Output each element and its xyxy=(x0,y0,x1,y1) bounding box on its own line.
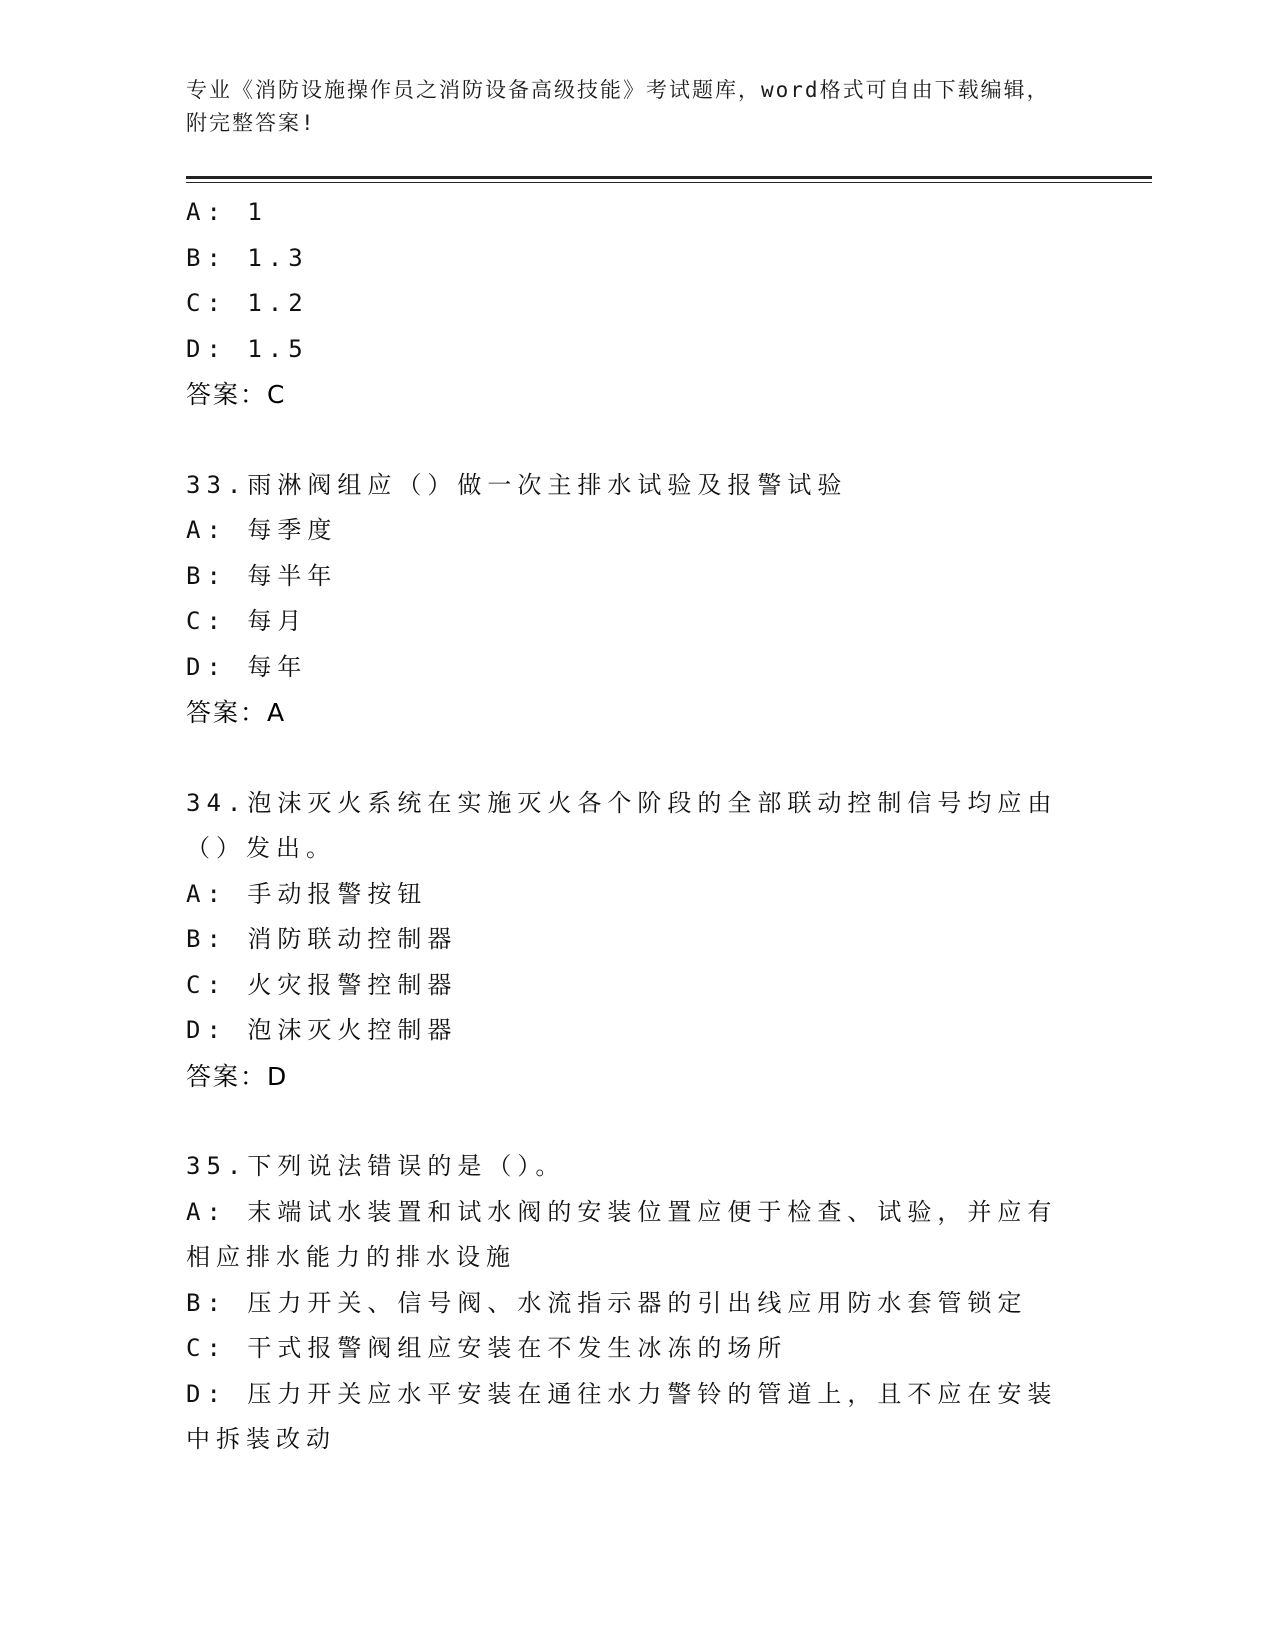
answer-line: 答案：C xyxy=(186,380,287,409)
option-b: B: 1.3 xyxy=(186,243,309,272)
option-b: B: 每半年 xyxy=(186,561,338,590)
option-d: D: 压力开关应水平安装在通往水力警铃的管道上，且不应在安装中拆装改动 xyxy=(186,1379,1058,1453)
answer-line: 答案：A xyxy=(186,698,287,727)
question-block-32 xyxy=(186,190,1086,418)
option-d: D: 1.5 xyxy=(186,334,309,363)
question-block-34 xyxy=(186,781,1086,1100)
answer-line: 答案：D xyxy=(186,1061,289,1091)
option-a: A: 每季度 xyxy=(186,516,338,544)
document-header: 专业《消防设施操作员之消防设备高级技能》考试题库，word格式可自由下载编辑，附完整答案! xyxy=(186,78,1050,135)
question-block-35 xyxy=(186,1144,1086,1463)
option-a: A: 末端试水装置和试水阀的安装位置应便于检查、试验，并应有相应排水能力的排水设施 xyxy=(186,1197,1058,1271)
option-a: A: 1 xyxy=(186,198,268,226)
question-text: 33.雨淋阀组应（）做一次主排水试验及报警试验 xyxy=(186,470,848,499)
option-d: D: 泡沫灭火控制器 xyxy=(186,1016,458,1044)
option-c: C: 1.2 xyxy=(186,289,309,317)
header-rule-thick xyxy=(186,176,1152,179)
option-b: B: 消防联动控制器 xyxy=(186,925,458,953)
option-a: A: 手动报警按钮 xyxy=(186,879,428,908)
option-c: C: 干式报警阀组应安装在不发生冰冻的场所 xyxy=(186,1334,788,1362)
question-block-33 xyxy=(186,463,1086,736)
question-list xyxy=(186,190,1086,1463)
option-b: B: 压力开关、信号阀、水流指示器的引出线应用防水套管锁定 xyxy=(186,1288,1028,1317)
option-d: D: 每年 xyxy=(186,652,308,681)
question-text: 35.下列说法错误的是（）。 xyxy=(186,1152,566,1180)
option-c: C: 火灾报警控制器 xyxy=(186,970,458,999)
question-text: 34.泡沫灭火系统在实施灭火各个阶段的全部联动控制信号均应由（）发出。 xyxy=(186,788,1058,862)
header-rule-thin xyxy=(186,182,1152,183)
option-c: C: 每月 xyxy=(186,607,308,635)
